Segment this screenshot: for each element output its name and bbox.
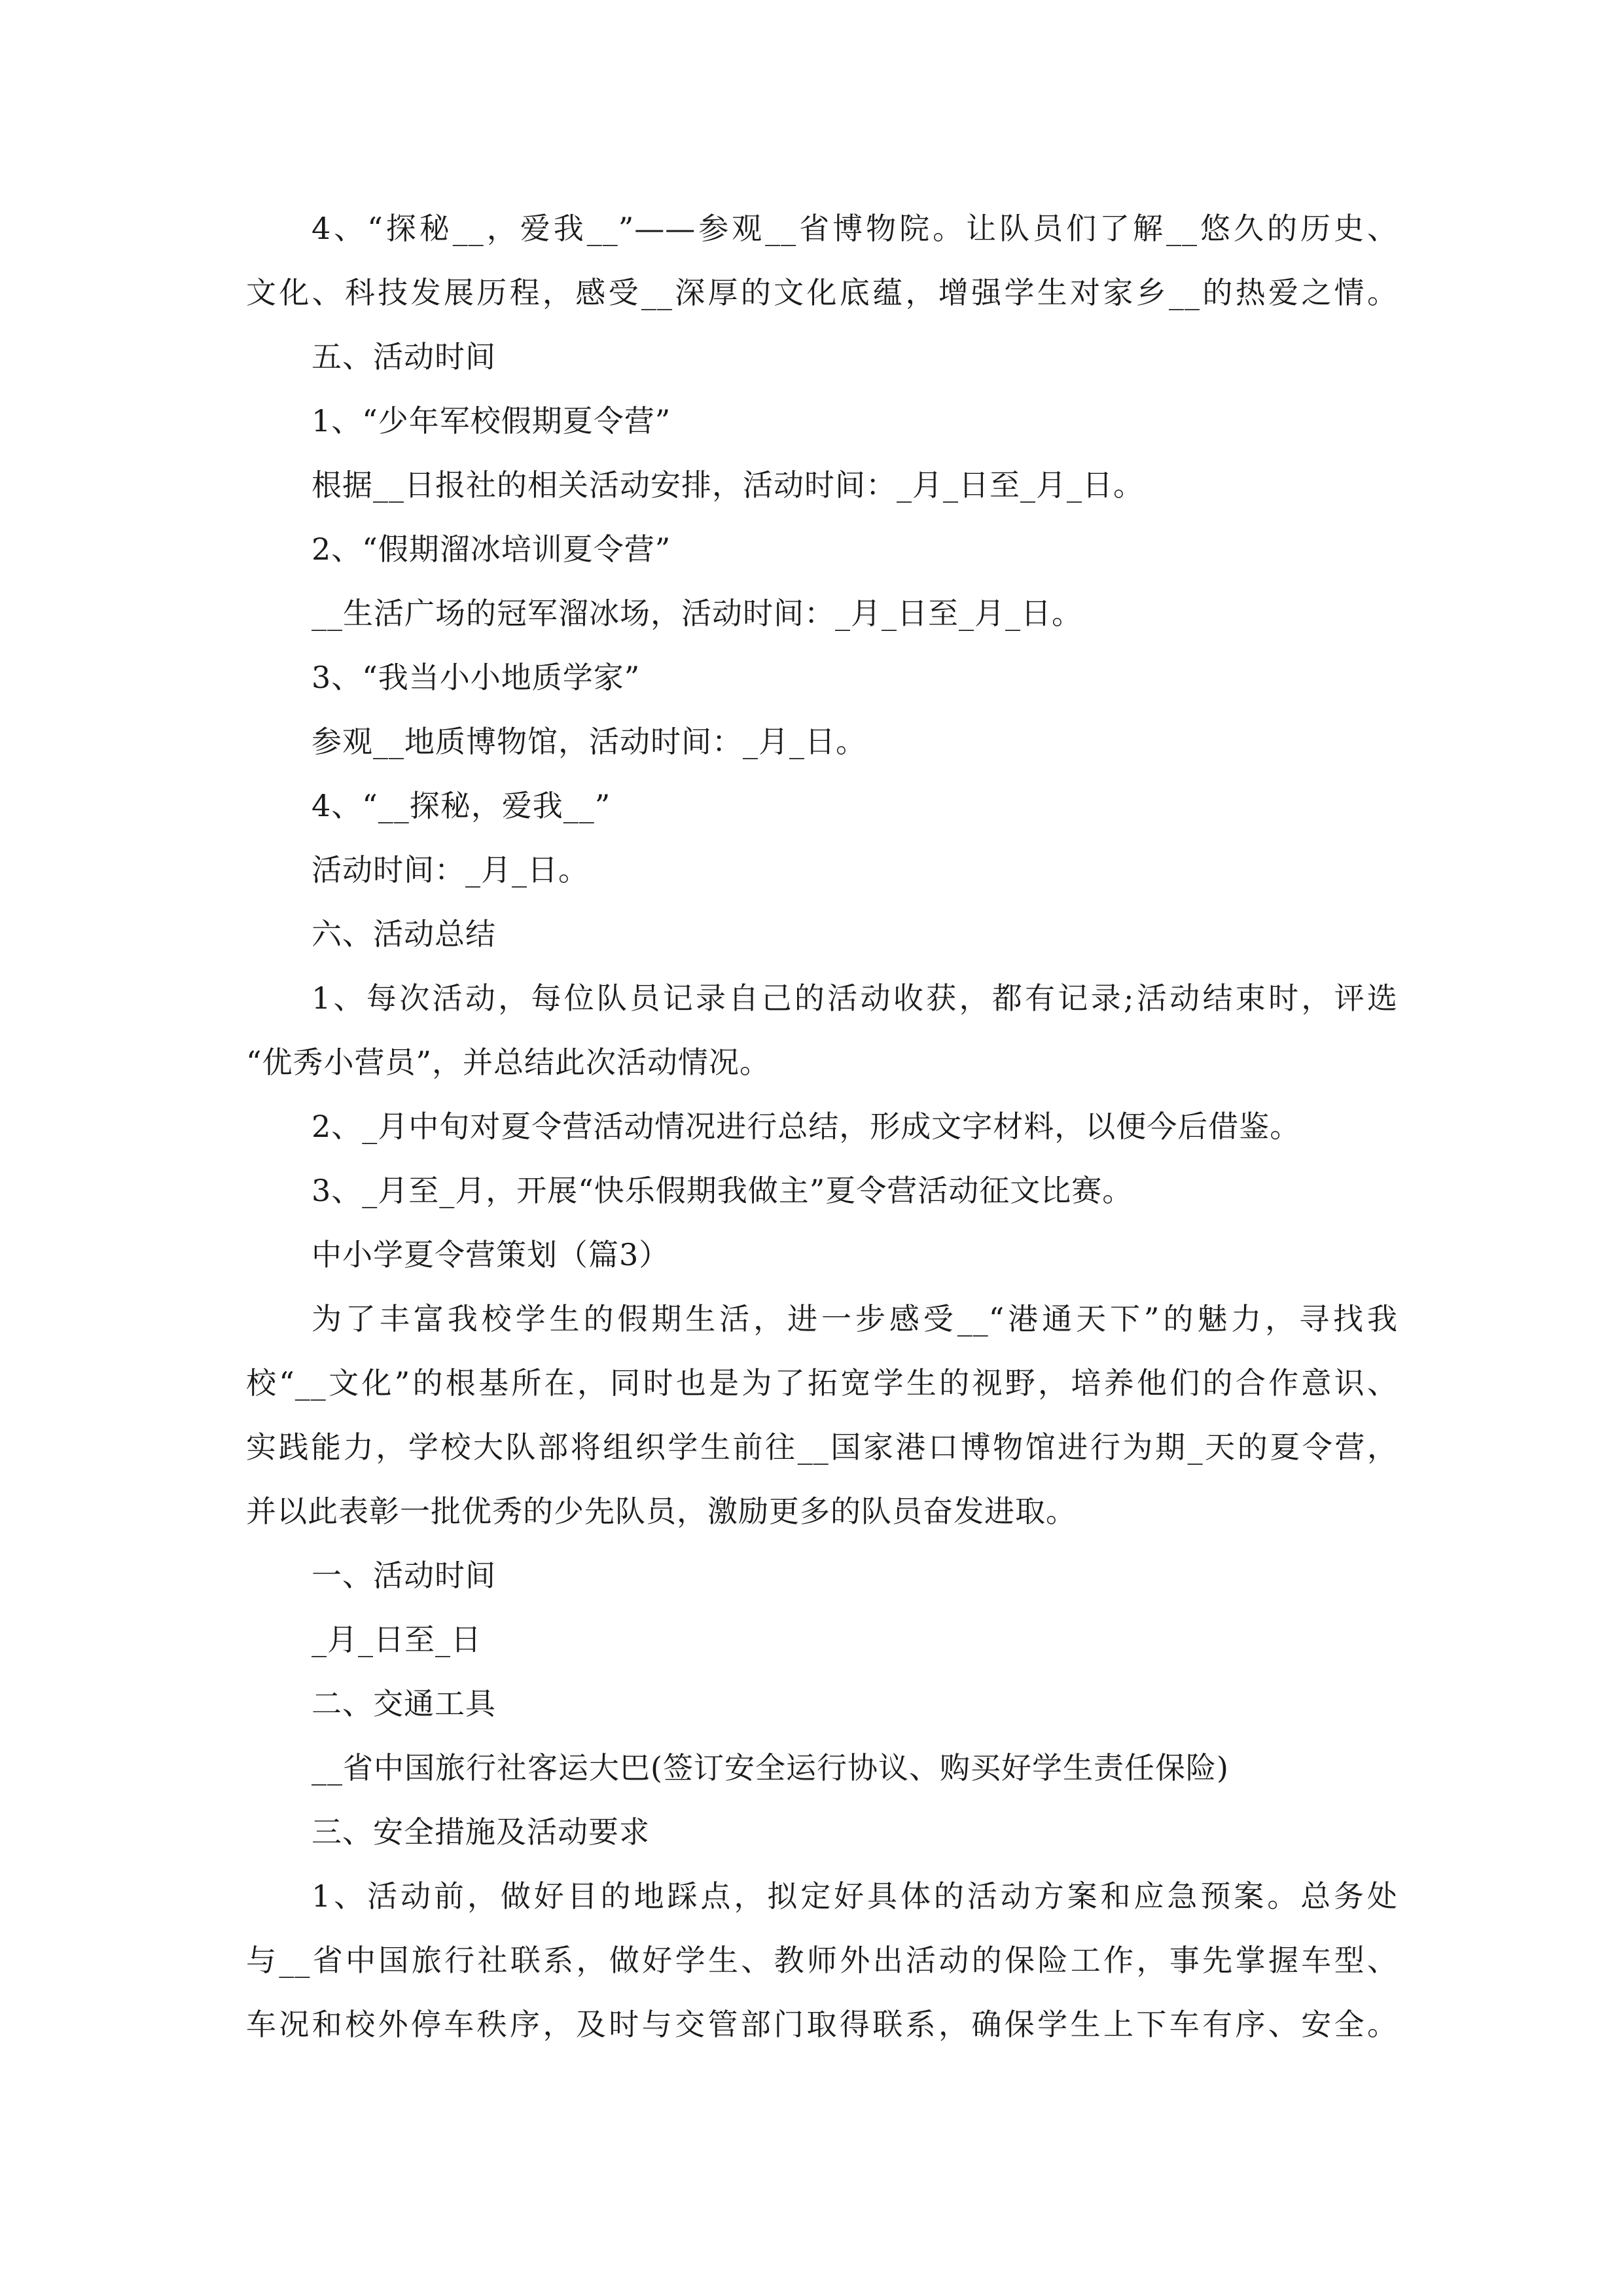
- paragraph-line: __生活广场的冠军溜冰场，活动时间：_月_日至_月_日。: [312, 596, 1082, 631]
- paragraph-line: 与__省中国旅行社联系，做好学生、教师外出活动的保险工作，事先掌握车型、: [246, 1943, 1398, 1978]
- paragraph-line: 校“__文化”的根基所在，同时也是为了拓宽学生的视野，培养他们的合作意识、: [246, 1365, 1398, 1401]
- paragraph-line: 车况和校外停车秩序，及时与交管部门取得联系，确保学生上下车有序、安全。: [246, 2007, 1398, 2042]
- paragraph-line: 根据__日报社的相关活动安排，活动时间：_月_日至_月_日。: [312, 467, 1144, 503]
- list-item-heading: 4、“__探秘，爱我__”: [312, 788, 611, 823]
- paragraph-line: 2、_月中旬对夏令营活动情况进行总结，形成文字材料，以便今后借鉴。: [312, 1109, 1301, 1144]
- paragraph-line: 3、_月至_月，开展“快乐假期我做主”夏令营活动征文比赛。: [312, 1173, 1133, 1208]
- paragraph-line: 1、活动前，做好目的地踩点，拟定好具体的活动方案和应急预案。总务处: [312, 1878, 1398, 1914]
- paragraph-line: 并以此表彰一批优秀的少先队员，激励更多的队员奋发进取。: [246, 1494, 1077, 1529]
- section-heading: 三、安全措施及活动要求: [312, 1814, 650, 1850]
- paragraph-line: _月_日至_日: [312, 1622, 482, 1657]
- paragraph-line: __省中国旅行社客运大巴(签订安全运行协议、购买好学生责任保险): [312, 1750, 1229, 1785]
- paragraph-line: 实践能力，学校大队部将组织学生前往__国家港口博物馆进行为期_天的夏令营，: [246, 1429, 1398, 1465]
- paragraph-line: 文化、科技发展历程，感受__深厚的文化底蕴，增强学生对家乡__的热爱之情。: [246, 275, 1398, 310]
- article-title: 中小学夏令营策划（篇3）: [312, 1237, 670, 1272]
- paragraph-line: 4、“探秘__，爱我__”——参观__省博物院。让队员们了解__悠久的历史、: [312, 211, 1398, 246]
- section-heading: 一、活动时间: [312, 1558, 496, 1593]
- paragraph-line: 1、每次活动，每位队员记录自己的活动收获，都有记录;活动结束时，评选: [312, 980, 1398, 1016]
- list-item-heading: 3、“我当小小地质学家”: [312, 660, 641, 695]
- paragraph-line: “优秀小营员”，并总结此次活动情况。: [246, 1045, 771, 1080]
- document-body: [246, 196, 1398, 2056]
- paragraph-line: 活动时间：_月_日。: [312, 852, 589, 888]
- list-item-heading: 2、“假期溜冰培训夏令营”: [312, 531, 671, 567]
- paragraph-line: 参观__地质博物馆，活动时间：_月_日。: [312, 724, 866, 759]
- section-heading: 六、活动总结: [312, 916, 496, 952]
- list-item-heading: 1、“少年军校假期夏令营”: [312, 403, 671, 439]
- section-heading: 二、交通工具: [312, 1686, 496, 1721]
- section-heading: 五、活动时间: [312, 339, 496, 374]
- paragraph-line: 为了丰富我校学生的假期生活，进一步感受__“港通天下”的魅力，寻找我: [312, 1301, 1398, 1336]
